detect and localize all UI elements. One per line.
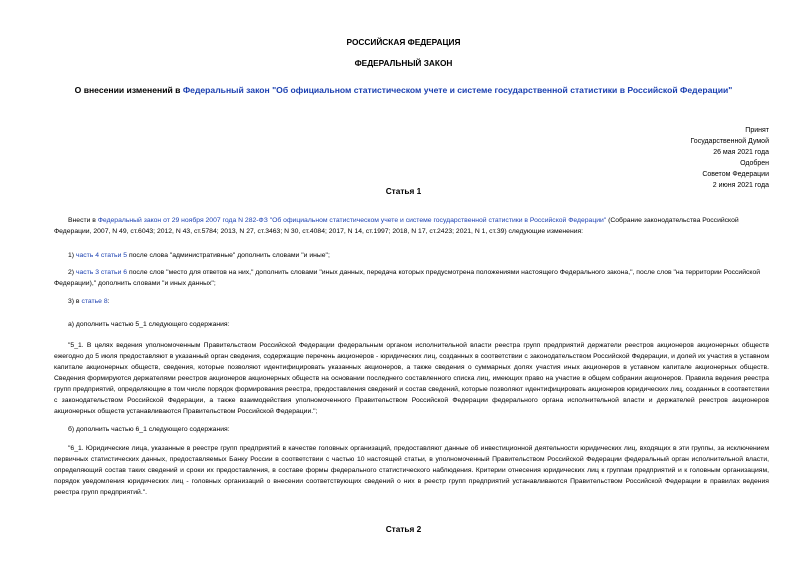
document-title: [0, 85, 807, 95]
part-3-link[interactable]: часть 3: [75, 269, 99, 276]
item-number: 2): [68, 269, 76, 276]
adoption-line: Принят: [745, 127, 769, 134]
intro-text: (Собрание законодательства Российской Федерации, 2007, N 49, ст.6043; 2012, N 43, ст.5784; 2013, N 27, ст.3463; N 30, ст.4084; 2017, N 14, ст.1997; 2018, N 17, ст.2423; 2021, N 1, ст.39) следующие изменения:: [54, 217, 739, 235]
adoption-line: Советом Федерации: [702, 170, 769, 178]
adoption-info: [690, 126, 769, 191]
adoption-line: 26 мая 2021 года: [713, 148, 769, 156]
item-2: [54, 267, 769, 289]
country-header: РОССИЙСКАЯ ФЕДЕРАЦИЯ: [346, 37, 461, 47]
article-6-link[interactable]: статьи 6: [100, 269, 128, 276]
item-text: после слов "место для ответов на них," дополнить словами "иных данных, передача которых предусмотрена положениями настоящего Федерального закона,", после слов "на территории Российской Федерации)," дополнить словами "и иных данных";: [54, 269, 761, 287]
item-number: 3) в: [68, 298, 82, 305]
item-number: 1): [68, 252, 76, 259]
item-1: [54, 250, 769, 261]
title-law-link[interactable]: Федеральный закон "Об официальном статистическом учете и системе государственной статистики в Российской Федерации": [182, 85, 733, 95]
article-8-link[interactable]: статье 8: [81, 298, 108, 305]
law-type-header: ФЕДЕРАЛЬНЫЙ ЗАКОН: [354, 58, 453, 68]
part-4-link[interactable]: часть 4: [75, 252, 99, 259]
intro-text: Внести в: [68, 217, 98, 224]
law-282-fz-link[interactable]: Федеральный закон от 29 ноября 2007 года N 282-ФЗ "Об официальном статистическом учете и системе государственной статистики в Российской Федерации": [97, 217, 607, 224]
subitem-b: б) дополнить частью 6_1 следующего содержания:: [68, 426, 230, 433]
article-1-heading: Статья 1: [385, 186, 422, 196]
article-1-intro: [54, 215, 769, 237]
quote-part-6-1: "6_1. Юридические лица, указанные в реестре групп предприятий в качестве головных организаций, предоставляют данные об инвестиционной деятельности юридических лиц, входящих в эти группы, за исключением первичных статистических данных, предоставляемых Банку России в соответствии с частью 10 настоящей статьи, в уполномоченный Правительством Российской Федерации федеральный орган исполнительной власти, определяющий состав таких сведений и сроки их предоставления, в составе формы федерального статистического наблюдения. Критерии отнесения юридических лиц к группам предприятий и к головным организациям, порядок уведомления юридических лиц - головных организаций о внесении соответствующих сведений о них в реестр групп предприятий устанавливаются Правительством Российской Федерации в правилах ведения реестра групп предприятий.".: [54, 445, 769, 496]
quote-part-5-1: "5_1. В целях ведения уполномоченным Правительством Российской Федерации федеральным органом исполнительной власти реестра групп предприятий держатели реестров акционеров акционерных обществ ежегодно до 5 июля предоставляют в указанный орган сведения, содержащие перечень акционеров - юридических лиц, созданных в соответствии с законодательством Российской Федерации, и долей их участия в уставном капитале акционерных обществ, сведения, которые позволяют идентифицировать указанных акционеров, а также сведения о суммарных долях участия иных акционеров в уставном капитале акционерных обществ. Сведения формируются держателями реестров акционеров акционерных обществ на основании последнего составленного списка лиц, имеющих право на участие в общем собрании акционеров. Правила ведения реестра групп предприятий, определяющие в том числе порядок формирования реестра, предоставления сведений и состав сведений, которые позволяют идентифицировать акционеров юридических лиц, созданных в соответствии с законодательством Российской Федерации, а также взаимодействия уполномоченного Правительством Российской Федерации федерального органа исполнительной власти и держателей реестров акционеров акционерных обществ устанавливаются Правительством Российской Федерации.";: [54, 342, 769, 415]
subitem-a: а) дополнить частью 5_1 следующего содержания:: [68, 321, 230, 328]
article-5-link[interactable]: статьи 5: [100, 252, 128, 259]
adoption-line: Государственной Думой: [690, 137, 769, 145]
item-text: :: [107, 298, 110, 305]
item-3: [54, 296, 769, 307]
adoption-line: Одобрен: [740, 159, 769, 167]
adoption-line: 2 июня 2021 года: [712, 181, 769, 189]
title-prefix: О внесении изменений в: [74, 85, 183, 95]
article-2-heading: Статья 2: [385, 524, 422, 534]
item-text: после слова "административные" дополнить словами "и иные";: [127, 252, 330, 259]
